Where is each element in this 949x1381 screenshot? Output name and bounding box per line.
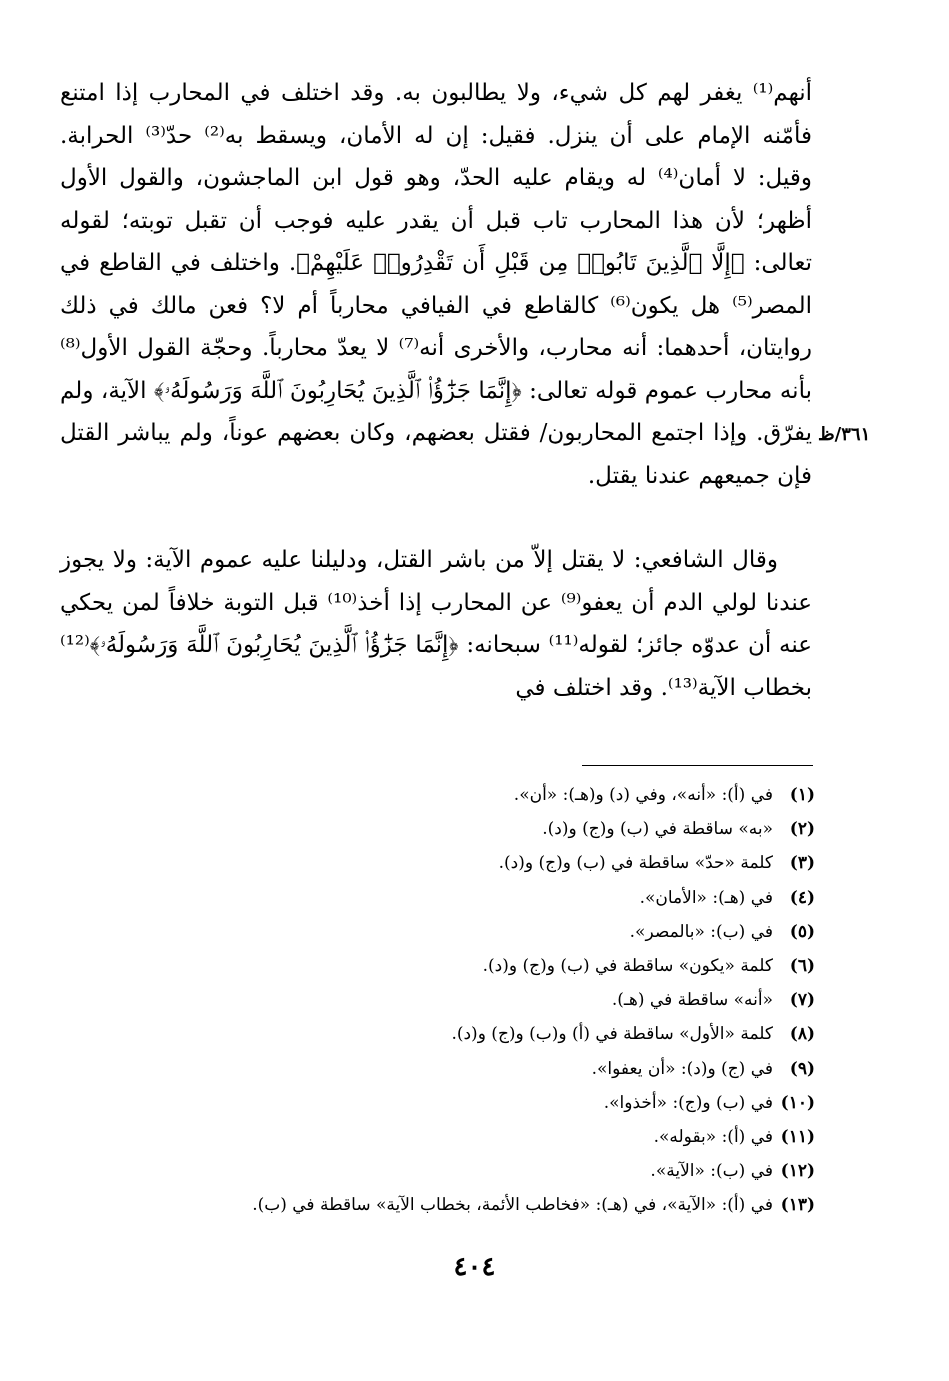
footnote-item (60, 812, 815, 846)
footnote-item (60, 1017, 815, 1051)
paragraph: أنهم⁽¹⁾ يغفر لهم كل شيء، ولا يطالبون به. وقد اختلف في المحارب إذا امتنع فأمّنه الإمام على أن ينزل. فقيل: إن له الأمان، ويسقط به⁽²⁾ حدّ⁽³⁾ الحرابة. وقيل: لا أمان⁽⁴⁾ له ويقام عليه الحدّ، وهو قول ابن الماجشون، والقول الأول أظهر؛ لأن هذا المحارب تاب قبل أن يقدر عليه فوجب أن تقبل توبته؛ لقوله تعالى: ﴿إِلَّا ٱلَّذِينَ تَابُوا۟ مِن قَبْلِ أَن تَقْدِرُوا۟ عَلَيْهِمْ﴾. واختلف في القاطع في المصر⁽⁵⁾ هل يكون⁽⁶⁾ كالقاطع في الفيافي محارباً أم لا؟ فعن مالك في ذلك روايتان، أحدهما: أنه محارب، والأخرى أنه⁽⁷⁾ لا يعدّ محارباً. وحجّة القول الأول⁽⁸⁾ بأنه محارب عموم قوله تعالى: ﴿إِنَّمَا جَزَٰٓؤُا۟ ٱلَّذِينَ يُحَارِبُونَ ٱللَّهَ وَرَسُولَهُۥ﴾ الآية، ولم يفرّق. وإذا اجتمع المحاربون/ فقتل بعضهم، وكان بعضهم عوناً، ولم يباشر القتل فإن جميعهم عندنا يقتل. (60, 80, 812, 489)
footnote-item (60, 1188, 815, 1222)
footnote-text: «به» ساقطة في (ب) و(ج) و(د). (542, 819, 773, 840)
footnote-number: (١٢) (780, 1161, 815, 1182)
manuscript-folio-note: ٣٦١/ظ (818, 424, 871, 445)
footnote-text: في (أ): «بقوله». (653, 1127, 773, 1148)
footnote-number: (١٣) (780, 1195, 815, 1216)
footnote-text: في (ب) و(ج): «أخذوا». (603, 1092, 773, 1113)
footnote-item (60, 778, 815, 812)
footnote-number: (٣) (789, 853, 815, 874)
footnote-text: كلمة «حدّ» ساقطة في (ب) و(ج) و(د). (498, 853, 773, 874)
footnotes-list (60, 778, 815, 1223)
main-text (60, 72, 812, 709)
footnote-number: (١) (789, 785, 815, 805)
footnote-number: (٩) (789, 1058, 815, 1079)
footnote-item (60, 881, 815, 915)
footnote-number: (٤) (789, 887, 815, 908)
footnote-number: (١٠) (780, 1092, 815, 1113)
footnote-item (60, 846, 815, 880)
footnote-item (60, 915, 815, 949)
footnote-text: «أنه» ساقطة في (هـ). (611, 990, 773, 1011)
footnote-text: في (أ): «الآية»، في (هـ): «فخاطب الأئمة، بخطاب الآية» ساقطة في (ب). (252, 1195, 773, 1216)
footnote-item (60, 1052, 815, 1086)
paragraph: وقال الشافعي: لا يقتل إلاّ من باشر القتل، ودليلنا عليه عموم الآية: ولا يجوز عندنا لولي الدم أن يعفو⁽⁹⁾ عن المحارب إذا أخذ⁽¹⁰⁾ قبل التوبة خلافاً لمن يحكي عنه أن عدوّه جائز؛ لقوله⁽¹¹⁾ سبحانه: ﴿إِنَّمَا جَزَٰٓؤُا۟ ٱلَّذِينَ يُحَارِبُونَ ٱللَّهَ وَرَسُولَهُۥ﴾⁽¹²⁾ بخطاب الآية⁽¹³⁾. وقد اختلف في (60, 547, 813, 701)
footnote-text: كلمة «يكون» ساقطة في (ب) و(ج) و(د). (482, 956, 773, 977)
footnote-number: (٨) (789, 1024, 815, 1045)
footnote-item (60, 983, 815, 1017)
footnote-number: (١١) (780, 1127, 815, 1148)
footnote-number: (٧) (789, 990, 815, 1011)
footnote-item (60, 1154, 815, 1188)
footnote-text: كلمة «الأول» ساقطة في (أ) و(ب) و(ج) و(د). (451, 1024, 773, 1045)
footnote-item (60, 1086, 815, 1120)
footnote-number: (٦) (789, 956, 815, 977)
footnote-text: في (ج) و(د): «أن يعفوا». (591, 1058, 773, 1079)
footnote-item (60, 1120, 815, 1154)
footnote-text: في (ب): «الآية». (650, 1161, 773, 1182)
footnote-item (60, 949, 815, 983)
footnote-text: في (أ): «أنه»، وفي (د) و(هـ): «أن». (513, 785, 773, 805)
footnote-text: في (ب): «بالمصر». (629, 921, 773, 942)
footnote-number: (٢) (789, 819, 815, 840)
footnote-text: في (هـ): «الأمان». (639, 887, 773, 908)
footnote-separator (582, 765, 813, 766)
footnote-number: (٥) (789, 921, 815, 942)
page-number: ٤٠٤ (453, 1252, 496, 1282)
